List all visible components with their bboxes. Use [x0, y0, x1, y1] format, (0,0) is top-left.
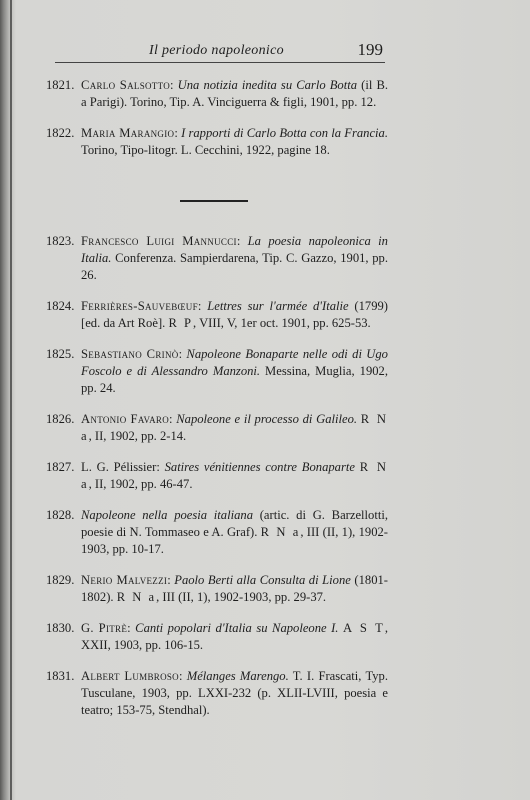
entry-details: , II, 1902, pp. 46-47.	[88, 477, 193, 491]
page-header	[55, 40, 385, 63]
entry-author: G. Pitrè	[81, 621, 128, 635]
entry-number: 1825.	[46, 347, 75, 361]
entry-title: La poesia napoleonica in Italia.	[81, 234, 388, 265]
entry-number: 1829.	[46, 573, 75, 587]
entry-number: 1827.	[46, 460, 75, 474]
entry-number: 1822.	[46, 126, 75, 140]
entry-number: 1821.	[46, 78, 75, 92]
journal-abbrev: R P	[168, 316, 194, 330]
bibliography-entry: 1823. Francesco Luigi Mannucci: La poesia napoleonica in Italia. Conferenza. Sampierdarena, Tip. C. Gazzo, 1901, pp. 26.	[46, 234, 388, 282]
bibliography-entry: 1829. Nerio Malvezzi: Paolo Berti alla Consulta di Lione (1801-1802). R N a, III (II, 1), 1902-1903, pp. 29-37.	[46, 573, 388, 604]
binding-gutter	[10, 0, 12, 800]
entry-number: 1826.	[46, 412, 75, 426]
bibliography-entry: 1826. Antonio Favaro: Napoleone e il processo di Galileo. R N a, II, 1902, pp. 2-14.	[46, 412, 388, 443]
entry-title: Canti popolari d'Italia su Napoleone I.	[135, 621, 339, 635]
entry-details: Messina, Muglia, 1902, pp. 24.	[81, 364, 388, 395]
entry-title: Napoleone e il processo di Galileo.	[176, 412, 358, 426]
entry-title: Napoleone Bonaparte nelle odi di Ugo Foscolo e di Alessandro Manzoni.	[81, 347, 388, 378]
bibliography-entry: 1831. Albert Lumbroso: Mélanges Marengo. T. I. Frascati, Typ. Tusculane, 1903, pp. LXXI-232 (p. XLII-LVIII, poesia e teatro; 153-75, Stendhal).	[46, 669, 388, 717]
entry-details-pre: (1799) [ed. da Art Roè].	[81, 299, 388, 330]
entry-author: Antonio Favaro	[81, 412, 170, 426]
entry-title: Lettres sur l'armée d'Italie	[207, 299, 349, 313]
entry-number: 1823.	[46, 234, 75, 248]
entry-details: , VIII, V, 1er oct. 1901, pp. 625-53.	[193, 316, 371, 330]
entry-title: Una notizia inedita su Carlo Botta	[177, 78, 358, 92]
entry-author: Francesco Luigi Mannucci	[81, 234, 237, 248]
entry-details: (il B. a Parigi). Torino, Tip. A. Vinciguerra & figli, 1901, pp. 12.	[81, 78, 388, 109]
running-head: Il periodo napoleonico	[149, 43, 284, 58]
bibliography-entry: 1821. Carlo Salsotto: Una notizia inedita su Carlo Botta (il B. a Parigi). Torino, Tip. A. Vinciguerra & figli, 1901, pp. 12.	[46, 78, 388, 109]
entry-number: 1830.	[46, 621, 75, 635]
entry-author: L. G. Pélissier	[81, 460, 157, 474]
entry-number: 1828.	[46, 508, 75, 522]
bibliography-entry: 1822. Maria Marangio: I rapporti di Carlo Botta con la Francia. Torino, Tipo-litogr. L. Cecchini, 1922, pagine 18.	[46, 126, 388, 157]
bibliography-group-b	[46, 233, 388, 733]
entry-title: Napoleone nella poesia italiana	[81, 508, 253, 522]
bibliography-entry: 1827. L. G. Pélissier: Satires vénitiennes contre Bonaparte R N a, II, 1902, pp. 46-47.	[46, 460, 389, 491]
entry-author: Albert Lumbroso	[81, 669, 179, 683]
entry-number: 1831.	[46, 669, 75, 683]
bibliography-entry: 1825. Sebastiano Crinò: Napoleone Bonaparte nelle odi di Ugo Foscolo e di Alessandro Manzoni. Messina, Muglia, 1902, pp. 24.	[46, 347, 388, 395]
entry-details: , II, 1902, pp. 2-14.	[88, 429, 187, 443]
entry-details: , III (II, 1), 1902-1903, pp. 10-17.	[81, 525, 388, 556]
journal-abbrev: R N a	[81, 460, 389, 491]
section-divider	[180, 200, 248, 202]
entry-title: Paolo Berti alla Consulta di Lione	[174, 573, 351, 587]
journal-abbrev: R N a	[81, 412, 388, 443]
journal-abbrev: R N a	[116, 590, 157, 604]
entry-author: Maria Marangio	[81, 126, 175, 140]
page-number: 199	[357, 40, 383, 59]
bibliography-entry	[46, 507, 388, 558]
bibliography-entry: 1824. Ferrières-Sauvebœuf: Lettres sur l'armée d'Italie (1799) [ed. da Art Roè]. R P, VIII, V, 1er oct. 1901, pp. 625-53.	[46, 299, 388, 330]
bibliography-entry: 1830. G. Pitrè: Canti popolari d'Italia su Napoleone I. A S T, XXII, 1903, pp. 106-15.	[46, 621, 389, 652]
entry-details: Torino, Tipo-litogr. L. Cecchini, 1922, pagine 18.	[81, 143, 330, 157]
entry-author: Ferrières-Sauvebœuf	[81, 299, 198, 313]
entry-title: I rapporti di Carlo Botta con la Francia.	[181, 126, 388, 140]
entry-details-pre: (artic. di G. Barzellotti, poesie di N. Tommaseo e A. Graf).	[81, 508, 388, 539]
entry-title: Mélanges Marengo.	[186, 669, 289, 683]
journal-abbrev: R N a	[260, 525, 301, 539]
entry-number: 1824.	[46, 299, 75, 313]
entry-details-pre: (1801-1802).	[81, 573, 388, 604]
entry-details: T. I. Frascati, Typ. Tusculane, 1903, pp. LXXI-232 (p. XLII-LVIII, poesia e teatro; 153-75, Stendhal).	[81, 669, 388, 717]
entry-author: Carlo Salsotto	[81, 78, 171, 92]
entry-author: Nerio Malvezzi	[81, 573, 168, 587]
entry-author: Sebastiano Crinò	[81, 347, 179, 361]
entry-title: Satires vénitiennes contre Bonaparte	[164, 460, 355, 474]
entry-details: Conferenza. Sampierdarena, Tip. C. Gazzo, 1901, pp. 26.	[81, 251, 388, 282]
bibliography-group-a	[46, 77, 388, 173]
entry-details: , XXII, 1903, pp. 106-15.	[81, 621, 389, 652]
journal-abbrev: A S T	[342, 621, 385, 635]
entry-details: , III (II, 1), 1902-1903, pp. 29-37.	[156, 590, 327, 604]
